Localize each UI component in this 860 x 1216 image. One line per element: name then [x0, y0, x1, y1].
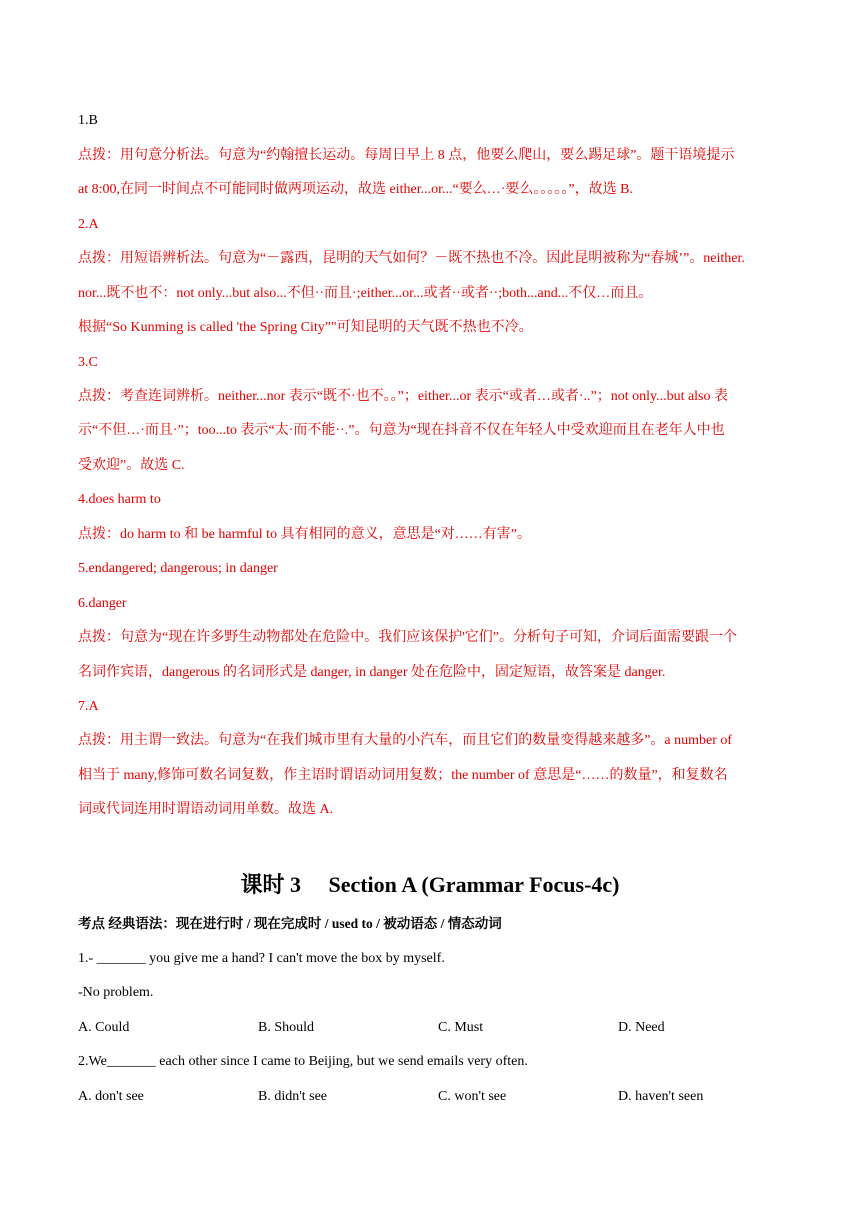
question-2-option-a: A. don't see	[78, 1089, 144, 1104]
question-2-option-d: D. haven't seen	[618, 1089, 704, 1104]
question-2-stem: 2.We_______ each other since I came to Beijing, but we send emails very often.	[78, 1054, 528, 1069]
answer-key-4: 4.does harm to	[78, 492, 161, 507]
answer-note-7-line3: 词或代词连用时谓语动词用单数。故选 A.	[78, 802, 334, 817]
section-title: 课时 3 Section A (Grammar Focus-4c)	[240, 872, 620, 897]
question-1-option-d: D. Need	[618, 1020, 665, 1035]
answer-note-7-line1: 点拨：用主谓一致法。句意为“在我们城市里有大量的小汽车，而且它们的数量变得越来越多”。a number of	[78, 733, 733, 748]
question-2-option-b: B. didn't see	[258, 1089, 328, 1104]
section-subtitle: 考点 经典语法：现在进行时 / 现在完成时 / used to / 被动语态 / 情态动词	[78, 916, 502, 931]
question-1-option-a: A. Could	[78, 1020, 130, 1035]
answer-key-2: 2.A	[78, 217, 99, 232]
answer-key-3: 3.C	[78, 355, 98, 370]
answer-note-3-line2: 示“不但…·而且·”；too...to 表示“太·而不能··.”。句意为“现在抖音不仅在年轻人中受欢迎而且在老年人中也	[78, 423, 725, 438]
question-1-reply: -No problem.	[78, 985, 154, 1000]
answer-key-6: 6.danger	[78, 596, 127, 611]
question-1-option-c: C. Must	[438, 1020, 484, 1035]
answer-key-5: 5.endangered; dangerous; in danger	[78, 561, 278, 576]
question-1-stem: 1.- _______ you give me a hand? I can't move the box by myself.	[78, 951, 445, 966]
answer-note-3-line3: 受欢迎”。故选 C.	[78, 458, 185, 473]
answer-note-1-line1: 点拨：用句意分析法。句意为“约翰擅长运动。每周日早上 8 点，他要么爬山，要么踢足球”。题干语境提示	[78, 148, 735, 163]
question-1-option-b: B. Should	[258, 1020, 315, 1035]
answer-key-7: 7.A	[78, 699, 99, 714]
answer-note-6-line2: 名词作宾语，dangerous 的名词形式是 danger, in danger 处在危险中，固定短语，故答案是 danger.	[78, 665, 666, 680]
answer-note-1-line2: at 8:00,在同一时间点不可能同时做两项运动，故选 either...or...“要么…·要么。。。。。”，故选 B.	[78, 182, 633, 197]
answer-note-2-line2: nor...既不也不：not only...but also...不但··而且·;either...or...或者··或者··;both...and...不仅…而且。	[78, 286, 653, 301]
answer-note-6-line1: 点拨：句意为“现在许多野生动物都处在危险中。我们应该保护'它们”。分析句子可知，介词后面需要跟一个	[78, 630, 737, 645]
answer-note-4-line1: 点拨：do harm to 和 be harmful to 具有相同的意义，意思是“对……有害”。	[78, 527, 532, 542]
answer-note-2-line1: 点拨：用短语辨析法。句意为“－露西，昆明的天气如何？－既不热也不冷。因此昆明被称为“春城’”。neither.	[78, 251, 745, 266]
answer-note-3-line1: 点拨：考查连词辨析。neither...nor 表示“既不·也不。。”；either...or 表示“或者…或者·..”；not only...but also 表	[78, 389, 729, 404]
question-2-option-c: C. won't see	[438, 1089, 507, 1104]
answer-note-7-line2: 相当于 many,修饰可数名词复数，作主语时谓语动词用复数；the number of 意思是“……的数量”，和复数名	[78, 768, 728, 783]
answer-key-1: 1.B	[78, 113, 98, 128]
answer-note-2-line3: 根据“So Kunming is called 'the Spring City”"可知昆明的天气既不热也不冷。	[78, 320, 533, 335]
